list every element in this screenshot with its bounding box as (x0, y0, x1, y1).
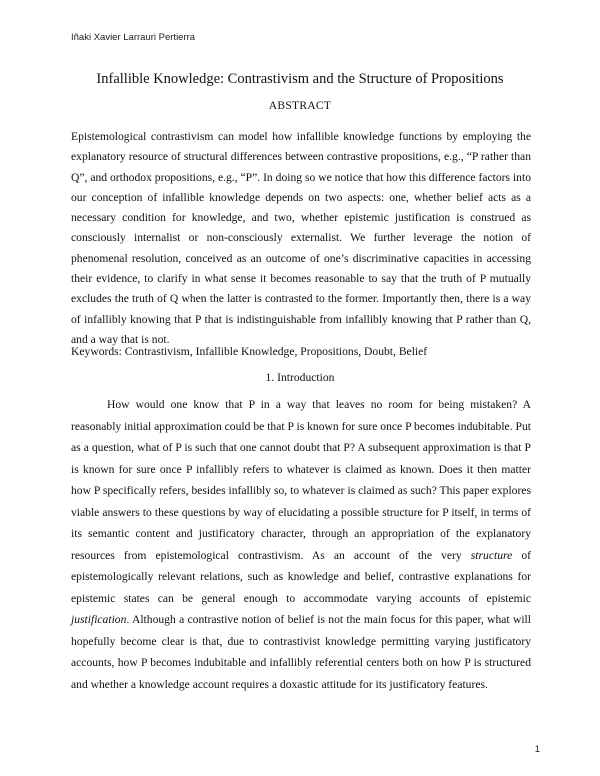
abstract-heading: ABSTRACT (268, 100, 332, 112)
section-heading-introduction: 1. Introduction (265, 371, 335, 384)
intro-text-part-1: How would one know that P in a way that leaves no room for being mistaken? A reasonably initial approximation could be that P is known for sure once P becomes indubitable. Put as a question, what of P is such that one cannot doubt that P? A subsequent approximation is that P is known for sure once P infallibly refers to whatever is claimed as known. Does it then matter how P specifically refers, besides infallibly so, to whatever is claimed as such? This paper explores viable answers to these questions by way of elucidating a possible structure for P itself, in terms of its semantic content and justificatory character, through an appropriation of the explanatory resources from epistemological contrastivism. As an account of the very (71, 398, 531, 562)
running-header-author: Iñaki Xavier Larrauri Pertierra (71, 32, 196, 43)
intro-text-part-2: of epistemologically relevant relations, such as knowledge and belief, contrastive explanations for epistemic states can be general enough to accommodate varying accounts of epistemic (71, 548, 531, 605)
intro-text-part-3: . Although a contrastive notion of belief is not the main focus for this paper, what will hopefully become clear is that, due to contrastivist knowledge permitting varying justificatory accounts, how P becomes indubitable and infallibly referential centers both on how P is structured and whether a knowledge account requires a doxastic attitude for its justificatory features. (71, 613, 531, 691)
page-number: 1 (534, 744, 540, 755)
introduction-paragraph (71, 394, 531, 695)
intro-emphasis-justification: justification (71, 613, 127, 626)
paper-title: Infallible Knowledge: Contrastivism and the Structure of Propositions (96, 71, 504, 87)
intro-emphasis-structure: structure (470, 548, 513, 562)
keywords-line: Keywords: Contrastivism, Infallible Knowledge, Propositions, Doubt, Belief (71, 345, 428, 358)
abstract-text: Epistemological contrastivism can model how infallible knowledge functions by employing the explanatory resource of structural differences between contrastive propositions, e.g., “P rather than Q”, and orthodox propositions, e.g., “P”. In doing so we notice that how this difference factors into our conception of infallible knowledge depends on two aspects: one, whether belief acts as a necessary condition for knowledge, and two, whether epistemic justification is construed as consciously internalist or non-consciously externalist. We further leverage the notion of phenomenal resolution, conceived as an outcome of one’s discriminative capacities in accessing their evidence, to clarify in what sense it becomes reasonable to say that the truth of P mutually excludes the truth of Q when the latter is contrasted to the former. Importantly then, there is a way of infallibly knowing that P that is indistinguishable from infallibly knowing that P rather than Q, and a way that is not. (71, 130, 531, 346)
